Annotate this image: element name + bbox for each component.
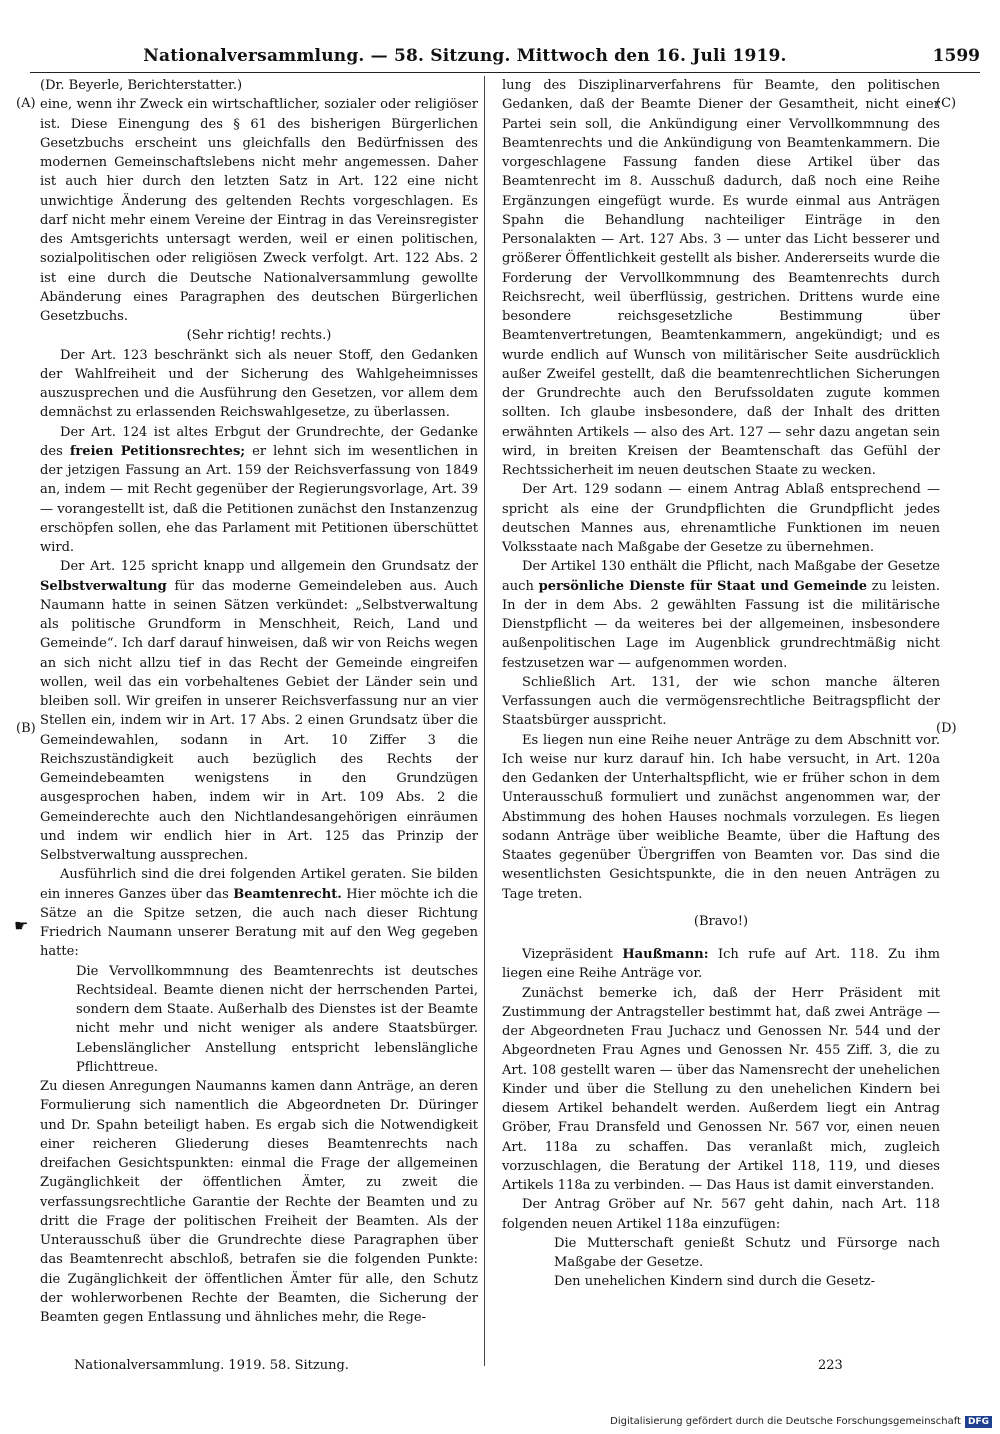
right-column <box>502 76 940 1292</box>
emphasis-petitionsrecht: freien Petitionsrechtes; <box>69 443 246 459</box>
left-column <box>40 76 478 1327</box>
digitization-note <box>610 1416 992 1428</box>
paragraph-text: zu leisten. In der in dem Abs. 2 gewählten Fassung ist die militärische Dienstpflicht — da weiteres bei der allgemeinen, insbesondere außenpolitischen Lage im Augenblick grundrechtmäßig nicht festzusetzen war — aufgenommen worden. <box>502 578 940 671</box>
paragraph <box>40 423 478 558</box>
paragraph: Es liegen nun eine Reihe neuer Anträge zu dem Abschnitt vor. Ich weise nur kurz darauf hin. Ich habe versucht, in Art. 120a den Gedanken der Unterhaltspflicht, wie er früher schon in dem Unterausschuß formuliert und zunächst angenommen war, der Abstimmung des hohen Hauses nochmals vorzulegen. Es liegen sodann Anträge über weibliche Beamte, über die Haftung des Staates gegenüber Übergriffen von Beamten vor. Das sind die wesentlichsten Gesichtspunkte, die in den neuen Anträgen zu Tage treten. <box>502 732 940 902</box>
paragraph-text: Der Artikel 130 enthält die Pflicht, nach Maßgabe der Gesetze auch <box>502 559 940 594</box>
paragraph <box>40 557 478 865</box>
margin-marker-b: (B) <box>16 721 36 736</box>
paragraph <box>502 557 940 673</box>
emphasis-dienste: persönliche Dienste für Staat und Gemeinde <box>538 578 868 594</box>
digitization-text: Digitalisierung gefördert durch die Deutsche Forschungsgemeinschaft <box>610 1416 961 1427</box>
paragraph <box>40 865 478 961</box>
header-title: Nationalversammlung. — 58. Sitzung. Mittwoch den 16. Juli 1919. <box>143 46 787 66</box>
emphasis-selbstverwaltung: Selbstverwaltung <box>40 578 167 594</box>
speaker-title: Vizepräsident <box>522 947 613 962</box>
margin-marker-c: (C) <box>936 96 957 111</box>
paragraph: Der Antrag Gröber auf Nr. 567 geht dahin, nach Art. 118 folgenden neuen Artikel 118a einzufügen: <box>502 1197 940 1232</box>
paragraph: lung des Disziplinarverfahrens für Beamte, den politischen Gedanken, daß der Beamte Diener der Gesamtheit, nicht einer Partei sein soll, die Ankündigung einer Vervollkommnung des Beamtenrechts und die Ankündigung von Beamtenkammern. Die vorgeschlagene Fassung fanden diese Artikel über das Beamtenrecht im 8. Ausschuß dadurch, daß noch eine Reihe Ergänzungen eingefügt wurde. Es wurde einmal aus Anträgen Spahn die Behandlung nachteiliger Einträge in den Personalakten — Art. 127 Abs. 3 — unter das Licht besserer und größerer Öffentlichkeit gestellt als bisher. Andererseits wurde die Forderung der Vervollkommnung des Beamtenrechts durch Reichsrecht, weil überflüssig, gestrichen. Drittens wurde eine besondere reichsgesetzliche Bestimmung über Beamtenvertretungen, Beamtenkammern, angekündigt; und es wurde endlich auf Wunsch von militärischer Seite ausdrücklich außer Zweifel gestellt, daß die beamtenrechtlichen Sicherungen der Grundrechte auch den Berufssoldaten zugute kommen sollten. Ich glaube insbesondere, daß der Inhalt des dritten erwähnten Artikels — also des Art. 127 — sehr dazu angetan sein wird, in breiten Kreisen der Beamtenschaft das Gefühl der Rechtssicherheit im neuen deutschen Staate zu wecken. <box>502 78 940 478</box>
footer-left: Nationalversammlung. 1919. 58. Sitzung. <box>74 1358 349 1373</box>
paragraph-text: Der Art. 125 spricht knapp und allgemein den Grundsatz der <box>60 559 478 575</box>
margin-marker-a: (A) <box>16 96 36 111</box>
paragraph <box>502 945 940 984</box>
paragraph-text: Der Art. 124 ist altes Erbgut der Grundrechte, der Gedanke des <box>40 424 478 459</box>
paragraph: Der Art. 123 beschränkt sich als neuer Stoff, den Gedanken der Wahlfreiheit und der Sicherung des Wahlgeheimnisses auszusprechen und die Ausführung den Gesetzen, vor allem dem demnächst zu erlassenden Reichswahlgesetze, zu überlassen. <box>40 347 478 421</box>
speaker-note: (Dr. Beyerle, Berichterstatter.) <box>40 78 243 93</box>
paragraph: Schließlich Art. 131, der wie schon manche älteren Verfassungen auch die vermögensrechtliche Beitragspflicht der Staatsbürger ausspricht. <box>502 674 940 729</box>
interjection: (Sehr richtig! rechts.) <box>186 328 332 344</box>
paragraph-text: Ich rufe auf Art. 118. Zu ihm liegen eine Reihe Anträge vor. <box>502 947 940 982</box>
paragraph-text: Hier möchte ich die Sätze an die Spitze setzen, die auch nach dieser Richtung Friedrich Naumann unserer Beratung mit auf den Weg gegeben hatte: <box>40 886 478 960</box>
dfg-logo: DFG <box>965 1416 992 1428</box>
page-number: 1599 <box>932 46 980 66</box>
paragraph-text: für das moderne Gemeindeleben aus. Auch Naumann hatte in seinen Sätzen verkündet: „Selbstverwaltung als politische Grundform in Menschheit, Reich, Land und Gemeinde“. Ich darf darauf hinweisen, daß wir von Reichs wegen an sich nicht allzu tief in das Recht der Gemeinde eingreifen wollen, weil das ein vorbehaltenes Gebiet der Länder sein und bleiben soll. Wir greifen in unserer Reichsverfassung nur an vier Stellen ein, indem wir in Art. 17 Abs. 2 einen Grundsatz über die Gemeindewahlen, sodann in Art. 10 Ziffer 3 die Reichszuständigkeit auch bezüglich des Rechts der Gemeindebeamten wenigstens in den Grundzügen ausgesprochen haben, indem wir in Art. 109 Abs. 2 die Gemeinderechte auch den Nichtlandesangehörigen einräumen und indem wir endlich hier in Art. 125 das Prinzip der Selbstverwaltung aussprechen. <box>40 578 478 863</box>
page-header <box>20 44 980 74</box>
quotation: Die Mutterschaft genießt Schutz und Fürsorge nach Maßgabe der Gesetze. <box>554 1235 940 1270</box>
interjection: (Bravo!) <box>693 913 749 929</box>
paragraph-text: er lehnt sich im wesentlichen in der jetzigen Fassung an Art. 159 der Reichsverfassung von 1849 an, indem — mit Recht gegenüber der Regierungsvorlage, Art. 39 — vorangestellt ist, daß die Petitionen zunächst den Instanzenzug erschöpfen sollen, ehe das Parlament mit Petitionen überschüttet wird. <box>40 443 478 555</box>
paragraph: Der Art. 129 sodann — einem Antrag Ablaß entsprechend — spricht als eine der Grundpflichten die Grundpflicht jedes deutschen Mannes aus, ehrenamtliche Funktionen im neuen Volksstaate nach Maßgabe der Gesetze zu übernehmen. <box>502 482 940 555</box>
paragraph: eine, wenn ihr Zweck ein wirtschaftlicher, sozialer oder religiöser ist. Diese Einengung des § 61 des bisherigen Bürgerlichen Gesetzbuchs erscheint uns gleichfalls den Bedürfnissen des modernen Gemeinschaftslebens nicht mehr angemessen. Daher ist auch hier durch den letzten Satz in Art. 122 eine nicht unwichtige Änderung des geltenden Rechts vorgeschlagen. Es darf nicht mehr einem Vereine der Eintrag in das Vereinsregister des Amtsgerichts untersagt werden, weil er einen politischen, sozialpolitischen oder religiösen Zweck verfolgt. Art. 122 Abs. 2 ist eine durch die Deutsche Nationalversammlung gewollte Abänderung eines Paragraphen des deutschen Bürgerlichen Gesetzbuchs. <box>40 97 478 324</box>
pointing-hand-icon: ☛ <box>14 916 29 935</box>
emphasis-beamtenrecht: Beamtenrecht. <box>233 886 342 902</box>
header-rule <box>30 72 980 73</box>
footer-sheet-number: 223 <box>818 1358 843 1373</box>
column-divider <box>484 76 485 1366</box>
paragraph: Zu diesen Anregungen Naumanns kamen dann Anträge, an deren Formulierung sich namentlich die Abgeordneten Dr. Düringer und Dr. Spahn beteiligt haben. Es ergab sich die Notwendigkeit einer reicheren Gliederung dieses Beamtenrechts nach dreifachen Gesichtspunkten: einmal die Frage der allgemeinen Zugänglichkeit der öffentlichen Ämter, zu zweit die verfassungsrechtliche Garantie der Rechte der Beamten und zu dritt die Frage der politischen Freiheit der Beamten. Als der Unterausschuß über die Grundrechte diese Paragraphen über das Beamtenrecht abschloß, betrafen sie die folgenden Punkte: die Zugänglichkeit der öffentlichen Ämter für alle, den Schutz der wohlerworbenen Rechte der Beamten, die Sicherung der Beamten gegen Entlassung und ähnliches mehr, die Rege- <box>40 1079 478 1325</box>
speaker-name: Haußmann: <box>622 947 709 962</box>
paragraph: Zunächst bemerke ich, daß der Herr Präsident mit Zustimmung der Antragsteller bestimmt hat, daß zwei Anträge — der Abgeordneten Frau Juchacz und Genossen Nr. 544 und der Abgeordneten Frau Agnes und Genossen Nr. 455 Ziff. 3, die zu Art. 108 gestellt waren — über das Namensrecht der unehelichen Kinder und über die Stellung zu den unehelichen Kindern bei diesem Artikel behandelt werden. Außerdem liegt ein Antrag Gröber, Frau Dransfeld und Genossen Nr. 567 vor, einen neuen Art. 118a zu schaffen. Das veranlaßt mich, zugleich vorzuschlagen, die Beratung der Artikel 118, 119, und dieses Artikels 118a zu verbinden. — Das Haus ist damit einverstanden. <box>502 985 940 1193</box>
quotation: Die Vervollkommnung des Beamtenrechts ist deutsches Rechtsideal. Beamte dienen nicht der herrschenden Partei, sondern dem Staate. Außerhalb des Dienstes ist der Beamte nicht mehr und nicht weniger als andere Staatsbürger. Lebenslänglicher Anstellung entspricht lebenslängliche Pflichttreue. <box>76 963 478 1075</box>
quotation: Den unehelichen Kindern sind durch die Gesetz- <box>554 1274 875 1290</box>
paragraph-text: Ausführlich sind die drei folgenden Artikel geraten. Sie bilden ein inneres Ganzes über das <box>40 867 478 902</box>
margin-marker-d: (D) <box>936 721 957 736</box>
